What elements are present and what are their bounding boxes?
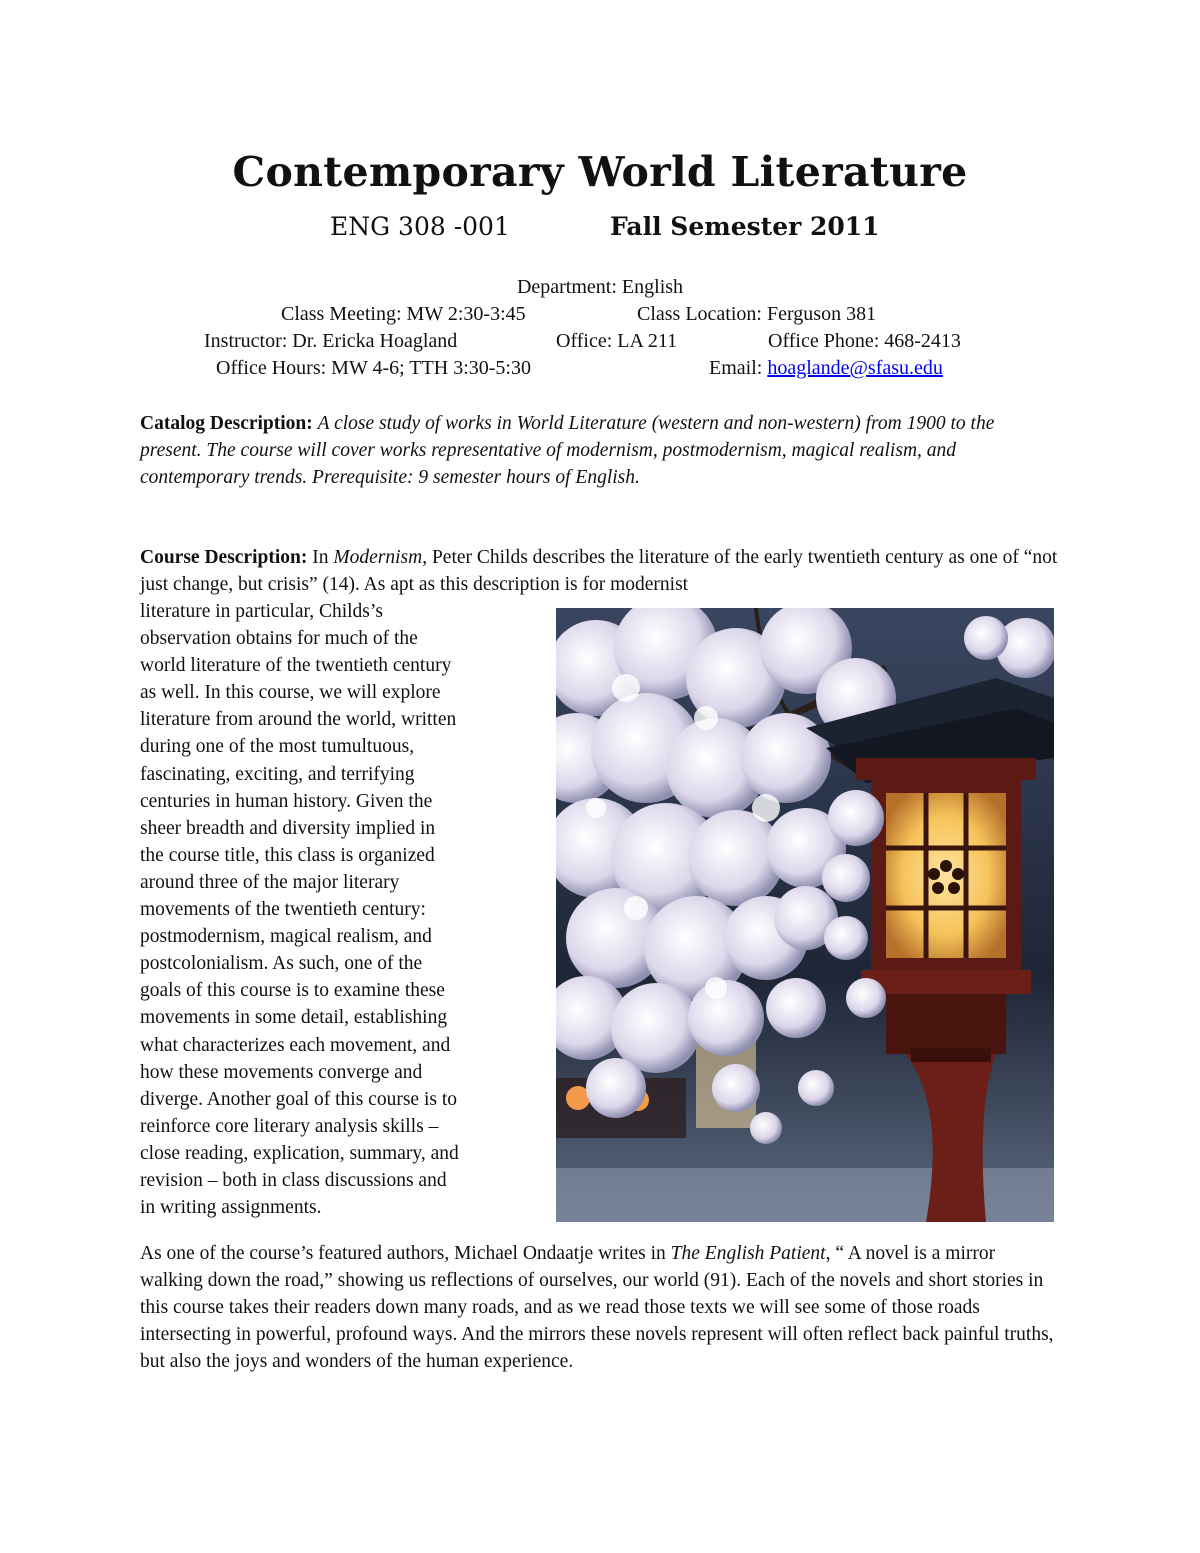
column-line: movements in some detail, establishing [140,1007,448,1029]
semester: Fall Semester 2011 [610,212,880,241]
cherry-blossom-lantern-photo [556,608,1054,1222]
column-line: movements of the twentieth century: [140,899,426,921]
column-line: during one of the most tumultuous, [140,736,415,758]
column-line: centuries in human history. Given the [140,790,433,812]
catalog-label: Catalog Description: [140,413,313,434]
email-label: Email: [709,357,768,379]
column-line: revision – both in class discussions and [140,1169,447,1191]
column-line: as well. In this course, we will explore [140,682,441,704]
department: Department: English [516,276,684,298]
column-line: world literature of the twentieth century [140,655,452,677]
catalog-description [140,410,1060,491]
column-line: close reading, explication, summary, and [140,1142,459,1164]
column-line: in writing assignments. [140,1197,322,1219]
column-line: literature in particular, Childs’s [140,601,383,622]
course-intro-b: , Peter Childs describes the literature of the early twentieth century as one of “not just change, but crisis” (14). As apt as this description is for modernist [140,547,1058,595]
english-patient-title: The English Patient [670,1243,826,1264]
course-code: ENG 308 -001 [330,212,510,241]
column-line: how these movements converge and [140,1061,423,1083]
catalog-text: A close study of works in World Literature (western and non-western) from 1900 to the present. The course will cover works representative of modernism, postmodernism, magical realism, and contemporary trends. Prerequisite: 9 semester hours of English. [140,413,995,488]
column-line: postmodernism, magical realism, and [140,926,432,948]
closing-text-a: As one of the course’s featured authors, Michael Ondaatje writes in [140,1243,671,1264]
instructor: Instructor: Dr. Ericka Hoagland [204,330,458,352]
course-description-intro [140,544,1060,598]
office-phone: Office Phone: 468-2413 [768,330,961,352]
column-line: what characterizes each movement, and [140,1034,451,1056]
course-description-column [140,598,535,1221]
photo-illustration [556,608,1054,1222]
column-line: the course title, this class is organized [140,844,435,866]
office-hours: Office Hours: MW 4-6; TTH 3:30-5:30 [216,357,531,379]
email-line [709,357,943,379]
column-line: reinforce core literary analysis skills – [140,1115,439,1137]
column-line: around three of the major literary [140,871,400,893]
email-link[interactable]: hoaglande@sfasu.edu [767,357,943,379]
closing-text-b: , “ A novel is a mirror walking down the road,” showing us reflections of ourselves, our world (91). Each of the novels and short stories in this course takes their readers down many roads, and as we read those texts we will see some of those roads intersecting in powerful, profound ways. And the mirrors these novels represent will often reflect back painful truths, but also the joys and wonders of the human experience. [140,1243,1054,1372]
column-line: diverge. Another goal of this course is to [140,1088,457,1110]
column-line: literature from around the world, written [140,709,457,731]
column-line: observation obtains for much of the [140,628,418,650]
class-meeting: Class Meeting: MW 2:30-3:45 [281,303,526,325]
course-label: Course Description: [140,547,308,568]
column-line: goals of this course is to examine these [140,980,445,1002]
course-intro-a: In [312,547,334,568]
course-title: Contemporary World Literature [232,148,968,196]
class-location: Class Location: Ferguson 381 [637,303,877,325]
column-line: fascinating, exciting, and terrifying [140,763,415,785]
column-line: postcolonialism. As such, one of the [140,953,423,975]
modernism-title: Modernism [333,547,423,568]
column-line: sheer breadth and diversity implied in [140,817,436,839]
office: Office: LA 211 [556,330,678,352]
closing-paragraph [140,1240,1060,1375]
